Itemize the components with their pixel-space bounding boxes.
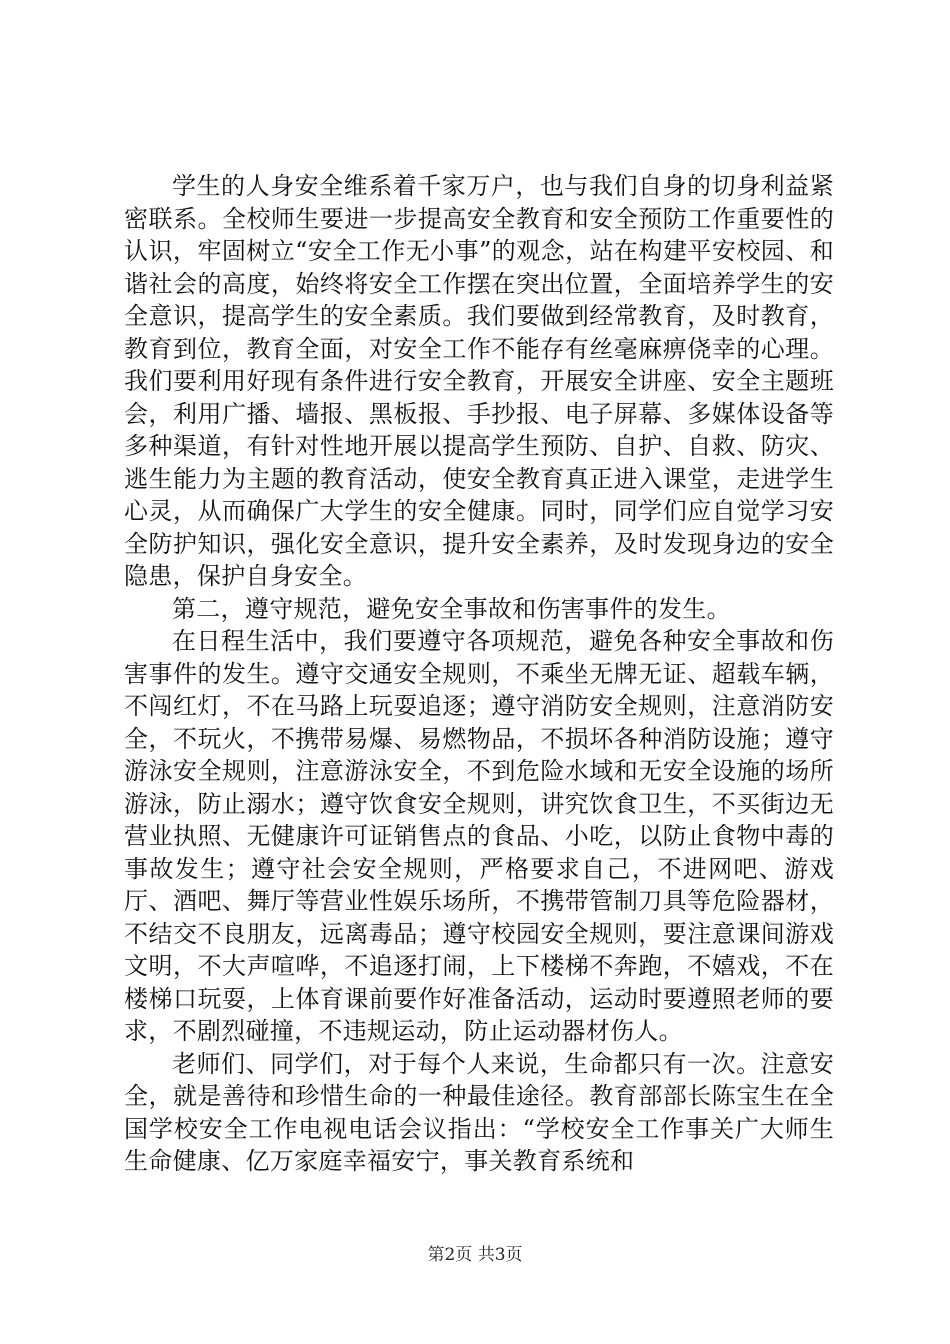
paragraph-4: 老师们、同学们，对于每个人来说，生命都只有一次。注意安全，就是善待和珍惜生命的一种最佳途径。教育部部长陈宝生在全国学校安全工作电视电话会议指出：“学校安全工作事关广大师生生命健康、亿万家庭幸福安宁，事关教育系统和 <box>124 1049 834 1175</box>
page-footer <box>0 1245 950 1265</box>
paragraph-2-heading: 第二，遵守规范，避免安全事故和伤害事件的发生。 <box>172 594 731 623</box>
document-body <box>124 170 834 1178</box>
paragraph-3: 在日程生活中，我们要遵守各项规范，避免各种安全事故和伤害事件的发生。遵守交通安全规则，不乘坐无牌无证、超载车辆，不闯红灯，不在马路上玩耍追逐；遵守消防安全规则，注意消防安全，不玩火，不携带易爆、易燃物品，不损坏各种消防设施；遵守游泳安全规则，注意游泳安全，不到危险水域和无安全设施的场所游泳，防止溺水；遵守饮食安全规则，讲究饮食卫生，不买街边无营业执照、无健康许可证销售点的食品、小吃，以防止食物中毒的事故发生；遵守社会安全规则，严格要求自己，不进网吧、游戏厅、酒吧、舞厅等营业性娱乐场所，不携带管制刀具等危险器材，不结交不良朋友，远离毒品；遵守校园安全规则，要注意课间游戏文明，不大声喧哗，不追逐打闹，上下楼梯不奔跑，不嬉戏，不在楼梯口玩耍，上体育课前要作好准备活动，运动时要遵照老师的要求，不剧烈碰撞，不违规运动，防止运动器材伤人。 <box>124 627 834 1045</box>
page-number-label: 第2页 共3页 <box>427 1245 523 1265</box>
paragraph-1: 学生的人身安全维系着千家万户，也与我们自身的切身利益紧密联系。全校师生要进一步提高安全教育和安全预防工作重要性的认识，牢固树立“安全工作无小事”的观念，站在构建平安校园、和谐社会的高度，始终将安全工作摆在突出位置，全面培养学生的安全意识，提高学生的安全素质。我们要做到经常教育，及时教育，教育到位，教育全面，对安全工作不能存有丝毫麻痹侥幸的心理。我们要利用好现有条件进行安全教育，开展安全讲座、安全主题班会，利用广播、墙报、黑板报、手抄报、电子屏幕、多媒体设备等多种渠道，有针对性地开展以提高学生预防、自护、自救、防灾、逃生能力为主题的教育活动，使安全教育真正进入课堂，走进学生心灵，从而确保广大学生的安全健康。同时，同学们应自觉学习安全防护知识，强化安全意识，提升安全素养，及时发现身边的安全隐患，保护自身安全。 <box>124 172 834 590</box>
